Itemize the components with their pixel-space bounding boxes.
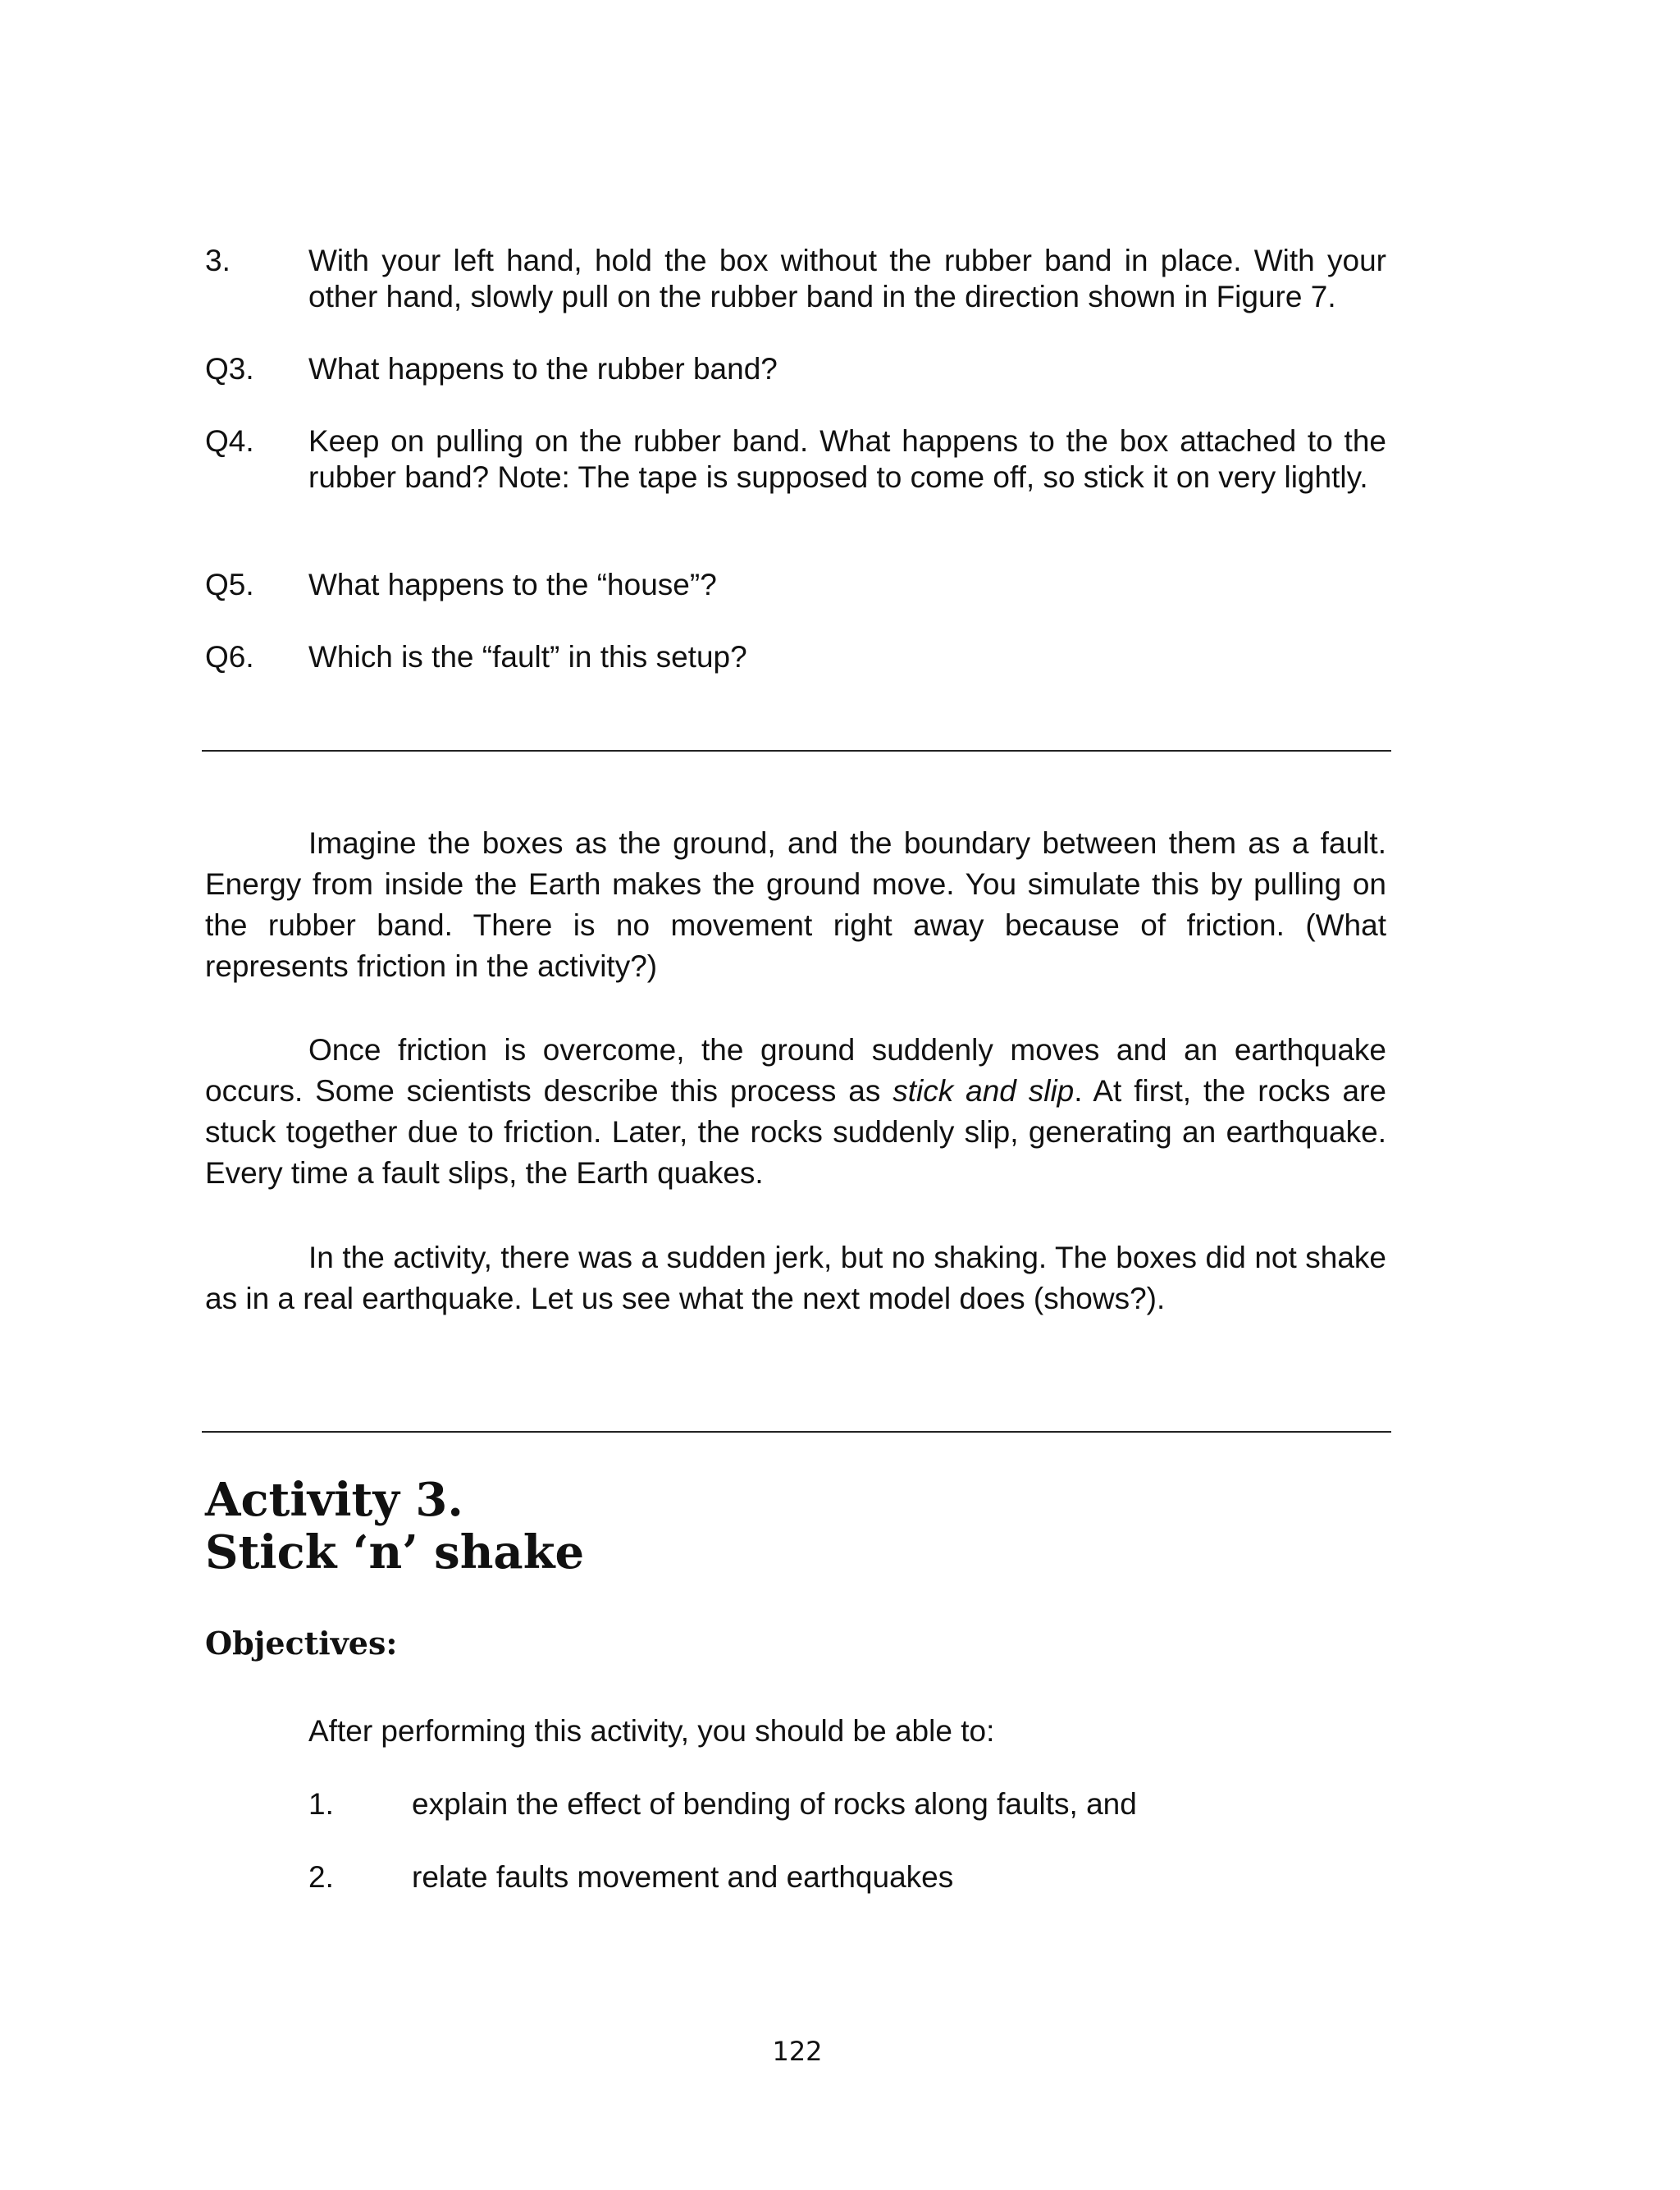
objective-text: explain the effect of bending of rocks along faults, and xyxy=(412,1787,1137,1821)
question-text: What happens to the rubber band? xyxy=(308,352,778,386)
objective-text: relate faults movement and earthquakes xyxy=(412,1860,954,1894)
activity-title-line-2: Stick ‘n’ shake xyxy=(205,1525,585,1580)
discussion-paragraph-3: In the activity, there was a sudden jerk, but no shaking. The boxes did not shake as in a real earthquake. Let us see what the next model does (shows?). xyxy=(205,1241,1386,1315)
discussion-paragraph-2 xyxy=(205,1030,1386,1194)
question-q5 xyxy=(205,567,1386,603)
objective-number: 2. xyxy=(308,1860,334,1894)
objectives-heading: Objectives: xyxy=(205,1625,398,1662)
question-number: Q4. xyxy=(205,424,254,458)
question-number: Q6. xyxy=(205,640,254,674)
discussion-paragraph-1: Imagine the boxes as the ground, and the boundary between them as a fault. Energy from inside the Earth makes the ground move. You simulate this by pulling on the rubber band. There is no movement right away because of friction. (What represents friction in the activity?) xyxy=(205,826,1386,983)
objective-item xyxy=(308,1859,1375,1895)
emphasis-text: stick and slip xyxy=(892,1074,1075,1108)
question-number: Q5. xyxy=(205,568,254,601)
paragraph-text: Once friction is overcome, the ground suddenly moves and an earthquake occurs. Some scientists describe this process as xyxy=(205,1033,1386,1108)
question-q4 xyxy=(205,423,1386,496)
activity-title-line-1: Activity 3. xyxy=(205,1473,463,1527)
step-text: With your left hand, hold the box without the rubber band in place. With your other hand, slowly pull on the rubber band in the direction shown in Figure 7. xyxy=(308,244,1386,313)
question-number: Q3. xyxy=(205,352,254,386)
section-divider xyxy=(202,750,1391,752)
question-text: What happens to the “house”? xyxy=(308,568,717,601)
page-number: 122 xyxy=(772,2036,823,2067)
question-q6 xyxy=(205,639,1386,675)
step-3 xyxy=(205,243,1386,315)
objectives-intro: After performing this activity, you should be able to: xyxy=(308,1714,995,1748)
objective-number: 1. xyxy=(308,1787,334,1821)
question-text: Keep on pulling on the rubber band. What happens to the box attached to the rubber band? Note: The tape is supposed to come off, so stick it on very lightly. xyxy=(308,424,1386,494)
paragraph-text: . At first, the rocks are stuck together due to friction. Later, the rocks suddenly slip, generating an earthquake. Every time a fault slips, the Earth quakes. xyxy=(205,1074,1387,1190)
step-number: 3. xyxy=(205,244,231,277)
objective-item xyxy=(308,1786,1375,1822)
question-q3 xyxy=(205,351,1386,387)
question-text: Which is the “fault” in this setup? xyxy=(308,640,747,674)
section-divider xyxy=(202,1431,1391,1433)
